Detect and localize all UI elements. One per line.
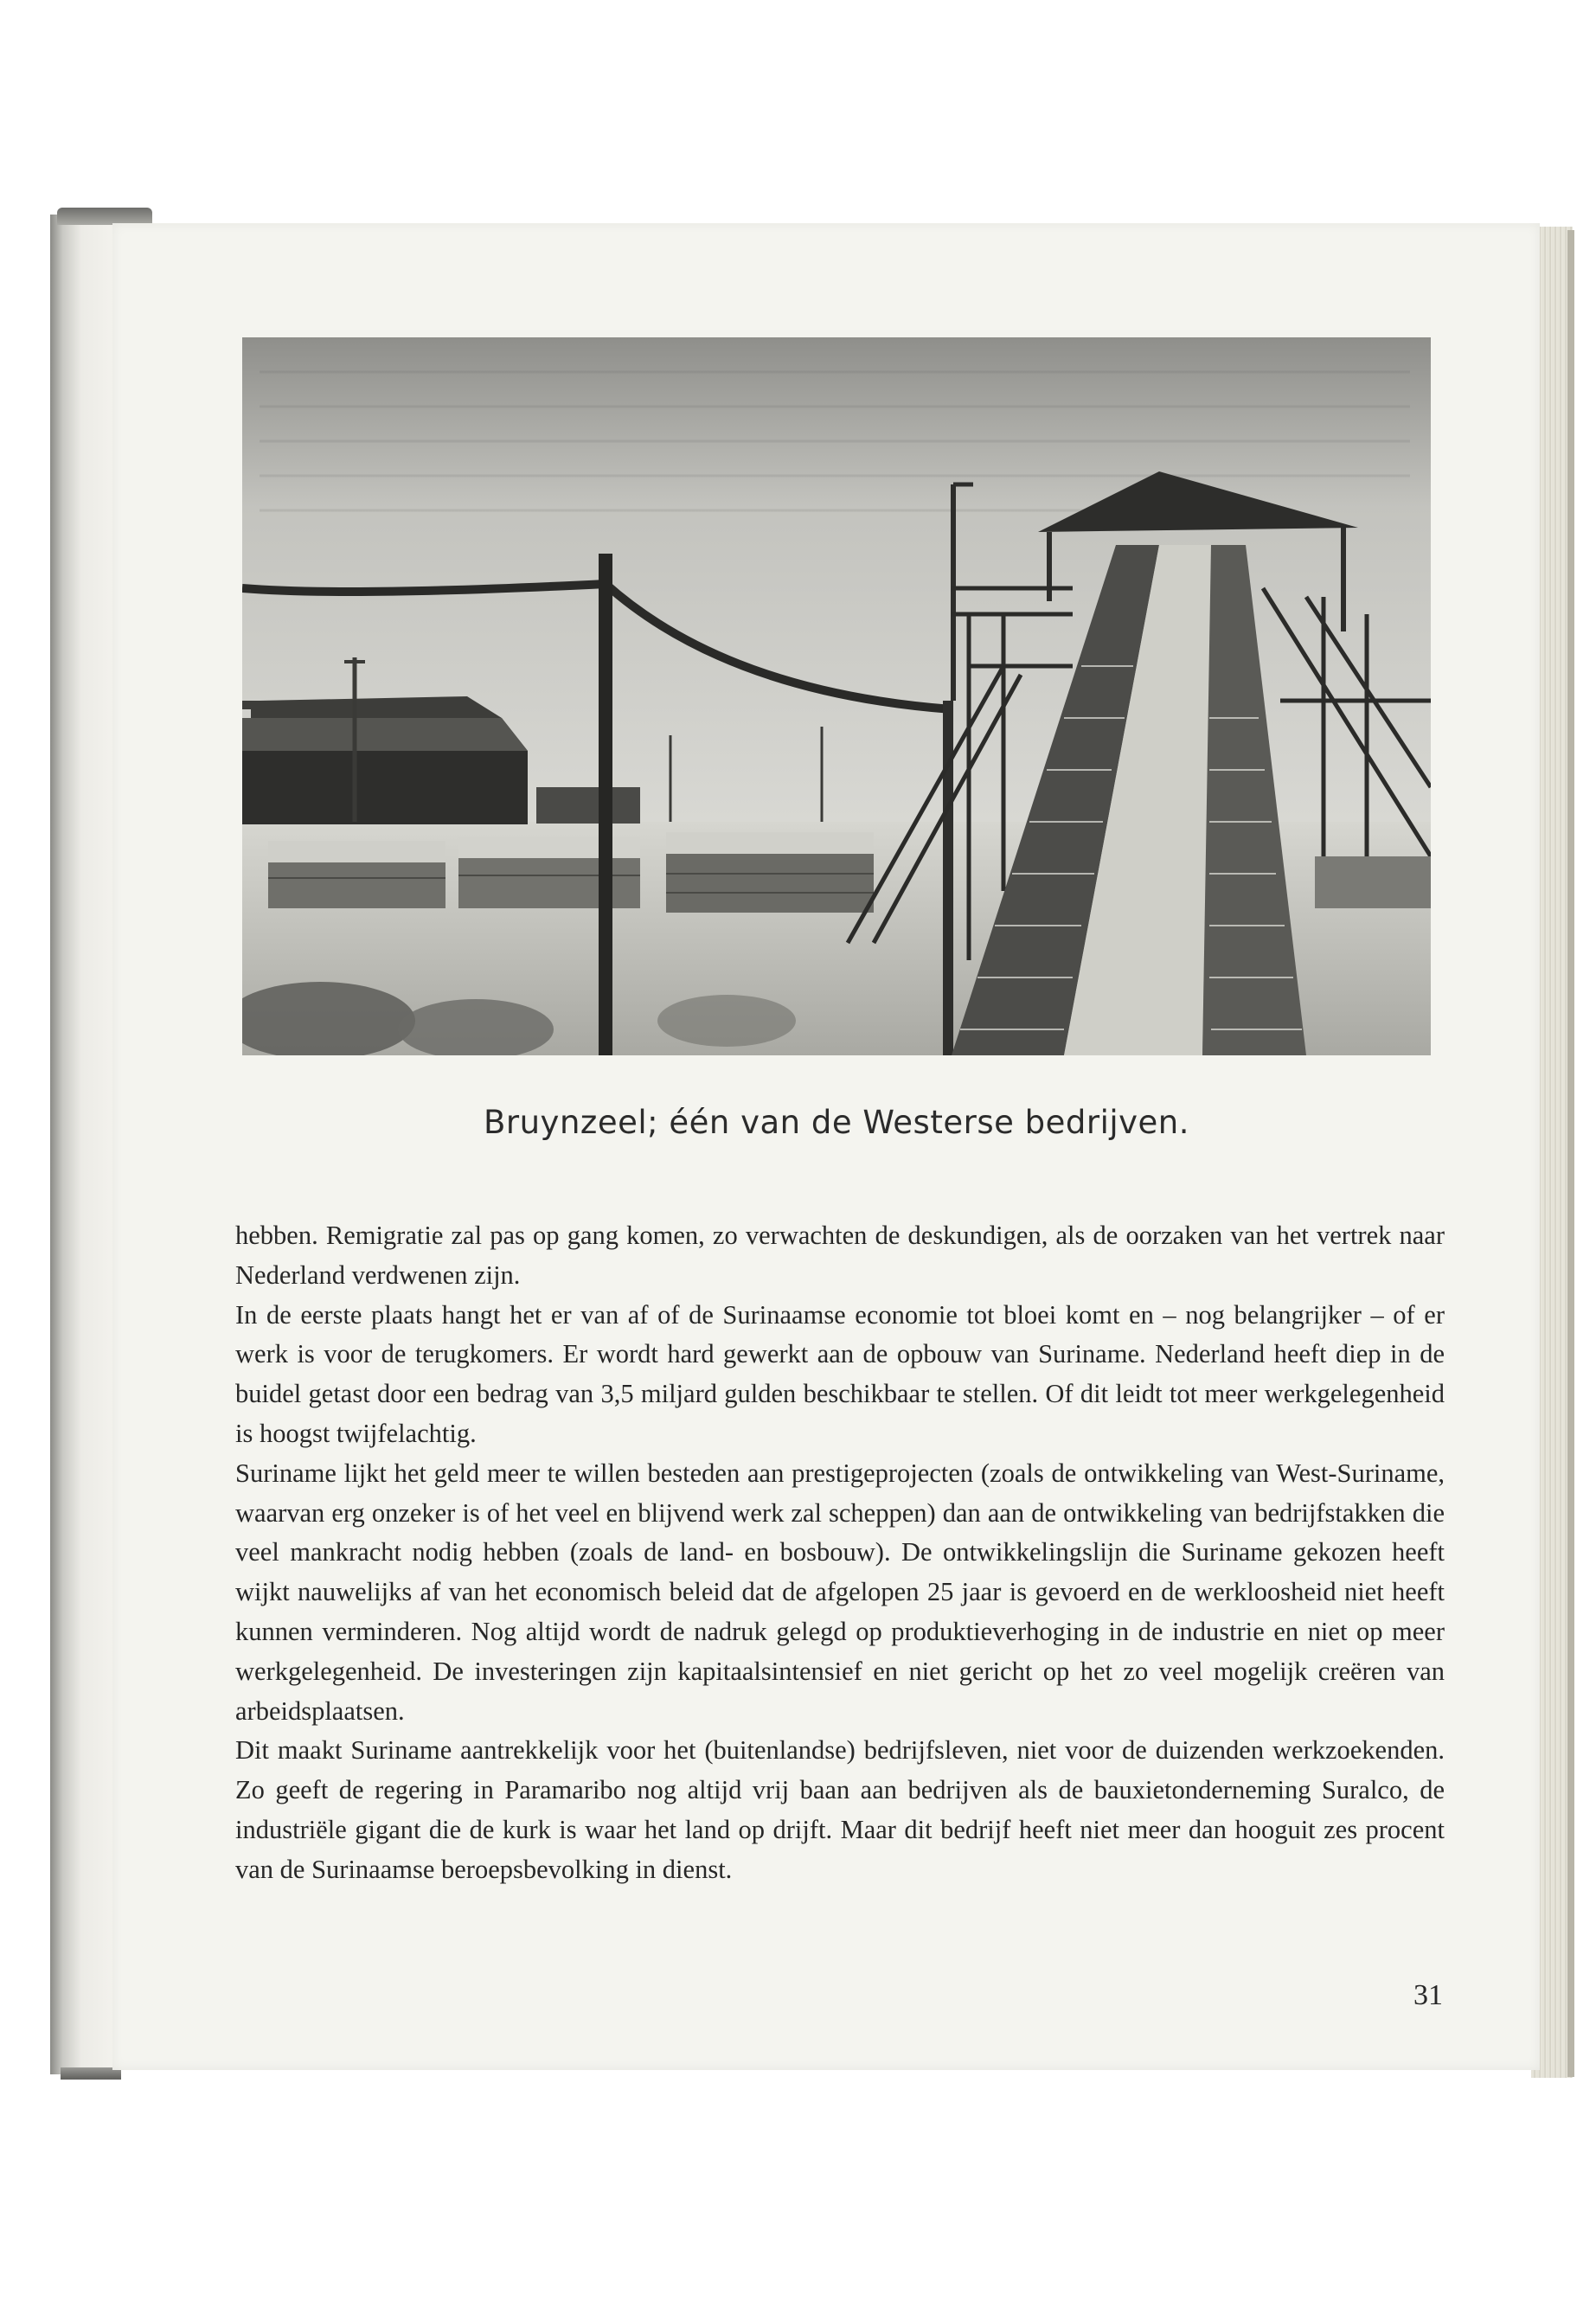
book-spine-shadow	[50, 215, 119, 2074]
paragraph-2: In de eerste plaats hangt het er van af of de Surinaamse economie tot bloei komt en – nog belangrijker – of er werk is voor de terugkomers. Er wordt hard gewerkt aan de opbouw van Suriname. Nederland heeft diep in de buidel getast door een bedrag van 3,5 miljard gulden beschikbaar te stellen. Of dit leidt tot meer werkgelegenheid is hoogst twijfelachtig.	[235, 1299, 1445, 1448]
paragraph-3: Suriname lijkt het geld meer te willen besteden aan prestigeprojecten (zoals de ontwikkeling van West-Suriname, waarvan erg onzeker is of het veel en blijvend werk zal scheppen) dan aan de ontwikkeling van bedrijfstakken die veel mankracht nodig hebben (zoals de land- en bosbouw). De ontwikkelingslijn die Suriname gekozen heeft wijkt nauwelijks af van het economisch beleid dat de afgelopen 25 jaar is gevoerd en de werkloosheid niet heeft kunnen verminderen. Nog altijd wordt de nadruk gelegd op produktieverhoging in de industrie en niet op meer werkgelegenheid. De investeringen zijn kapitaalsintensief en niet gericht op het zo veel mogelijk creëren van arbeidsplaatsen.	[235, 1458, 1445, 1726]
factory-photo	[242, 337, 1431, 1055]
paragraph-4: Dit maakt Suriname aantrekkelijk voor het (buitenlandse) bedrijfsleven, niet voor de duizenden werkzoekenden. Zo geeft de regering in Paramaribo nog altijd vrij baan aan bedrijven als de bauxietonderneming Suralco, de industriële gigant die de kurk is waar het land op drijft. Maar dit bedrijf heeft niet meer dan hooguit zes procent van de Surinaamse beroepsbevolking in dienst.	[235, 1735, 1445, 1884]
factory-photo-illustration	[242, 337, 1431, 1055]
book-spine-top	[57, 208, 152, 225]
article-body	[235, 1216, 1445, 1890]
page-number: 31	[1413, 1979, 1443, 2011]
photo-caption: Bruynzeel; één van de Westerse bedrijven.	[484, 1104, 1189, 1141]
utility-pole	[599, 554, 612, 1055]
page-stack-edge-line	[1567, 230, 1574, 2077]
wood-piles	[268, 832, 874, 913]
paragraph-1: hebben. Remigratie zal pas op gang komen, zo verwachten de deskundigen, als de oorzaken van het vertrek naar Nederland verdwenen zijn.	[235, 1221, 1445, 1290]
